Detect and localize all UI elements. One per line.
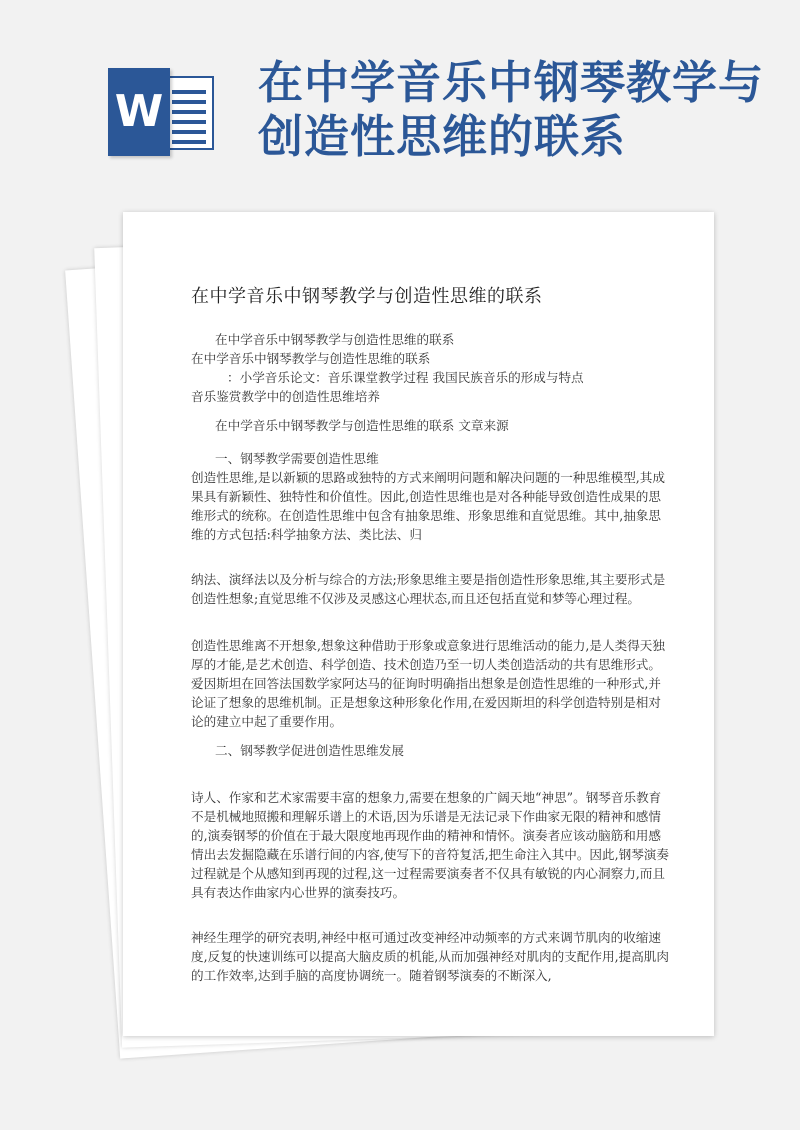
text-line: 在中学音乐中钢琴教学与创造性思维的联系 文章来源 [215,418,509,433]
paragraph: 神经生理学的研究表明,神经中枢可通过改变神经冲动频率的方式来调节肌肉的收缩速度,反复的快速训练可以提高大脑皮质的机能,从而加强神经对肌肉的支配作用,提高肌肉的工作效率,达到手脑的高度协调统一。随着钢琴演奏的不断深入, [191,930,669,983]
word-document-icon [108,68,220,156]
paragraph: 诗人、作家和艺术家需要丰富的想象力,需要在想象的广阔天地“神思”。钢琴音乐教育不是机械地照搬和理解乐谱上的术语,因为乐谱是无法记录下作曲家无限的精神和感情的,演奏钢琴的价值在于最大限度地再现作曲的精神和情怀。演奏者应该动脑筋和用感情出去发掘隐藏在乐谱行间的内容,使写下的音符复活,把生命注入其中。因此,钢琴演奏过程就是个从感知到再现的过程,这一过程需要演奏者不仅具有敏锐的内心洞察力,而且具有表达作曲家内心世界的演奏技巧。 [191,790,669,900]
paragraph: 创造性思维离不开想象,想象这种借助于形象或意象进行思维活动的能力,是人类得天独厚的才能,是艺术创造、科学创造、技术创造乃至一切人类创造活动的共有思维形式。爱因斯坦在回答法国数学家阿达马的征询时明确指出想象是创造性思维的一种形式,并论证了想象的思维机制。正是想象这种形象化作用,在爱因斯坦的科学创造特别是相对论的建立中起了重要作用。 [191,638,665,729]
text-line: 在中学音乐中钢琴教学与创造性思维的联系 [215,332,455,347]
text-line: 在中学音乐中钢琴教学与创造性思维的联系 [191,351,431,366]
document-page [123,212,714,1036]
section-heading: 二、钢琴教学促进创造性思维发展 [215,743,404,758]
paragraph: 纳法、演绎法以及分析与综合的方法;形象思维主要是指创造性形象思维,其主要形式是创造性想象;直觉思维不仅涉及灵感这心理状态,而且还包括直觉和梦等心理过程。 [191,572,666,606]
text-line: 音乐鉴赏教学中的创造性思维培养 [191,389,380,404]
banner-title: 在中学音乐中钢琴教学与创造性思维的联系 [258,56,765,163]
document-title: 在中学音乐中钢琴教学与创造性思维的联系 [191,286,543,307]
banner [0,0,800,200]
paragraph: 创造性思维,是以新颖的思路或独特的方式来阐明问题和解决问题的一种思维模型,其成果具有新颖性、独特性和价值性。因此,创造性思维也是对各种能导致创造性成果的思维形式的统称。在创造性思维中包含有抽象思维、形象思维和直觉思维。其中,抽象思维的方式包括:科学抽象方法、类比法、归 [191,470,665,542]
text-line: ：小学音乐论文：音乐课堂教学过程 我国民族音乐的形成与特点 [227,370,584,385]
section-heading: 一、钢琴教学需要创造性思维 [215,451,379,466]
word-logo-letter: W [108,68,170,156]
document-body [191,330,669,985]
